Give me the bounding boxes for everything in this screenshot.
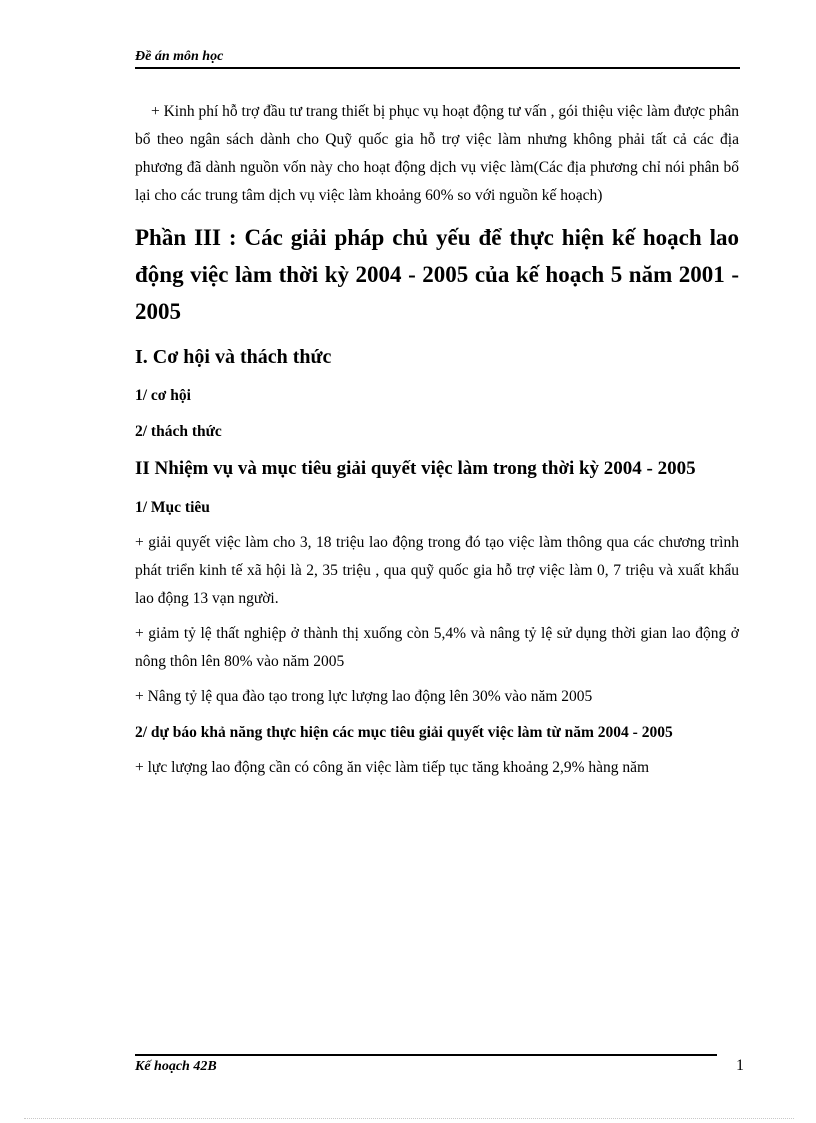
section-heading-tasks: II Nhiệm vụ và mục tiêu giải quyết việc làm trong thời kỳ 2004 - 2005 xyxy=(135,458,696,479)
page-number: 1 xyxy=(736,1057,744,1074)
subheading-challenges: 2/ thách thức xyxy=(135,423,222,440)
page-bottom-edge xyxy=(24,1118,794,1119)
footer-rule xyxy=(135,1054,717,1056)
page-header: Đề án môn học xyxy=(135,49,740,69)
section-heading-opportunities: I. Cơ hội và thách thức xyxy=(135,346,332,368)
target-paragraph-3: + Nâng tỷ lệ qua đào tạo trong lực lượng lao động lên 30% vào năm 2005 xyxy=(135,688,593,705)
target-paragraph-2: + giảm tỷ lệ thất nghiệp ở thành thị xuống còn 5,4% và nâng tỷ lệ sử dụng thời gian lao động ở nông thôn lên 80% vào năm 2005 xyxy=(135,625,739,670)
intro-paragraph: + Kinh phí hỗ trợ đầu tư trang thiết bị phục vụ hoạt động tư vấn , gói thiệu việc làm được phân bổ theo ngân sách dành cho Quỹ quốc gia hỗ trợ việc làm nhưng không phải tất cả các địa phương đã dành nguồn vốn này cho hoạt động dịch vụ việc làm(Các địa phương chỉ nói phân bổ lại cho các trung tâm dịch vụ việc làm khoảng 60% so với nguồn kế hoạch) xyxy=(135,103,739,204)
footer-label: Kế hoạch 42B xyxy=(135,1059,217,1074)
part-heading: Phần III : Các giải pháp chủ yếu để thực hiện kế hoạch lao động việc làm thời kỳ 2004 - 2005 của kế hoạch 5 năm 2001 - 2005 xyxy=(135,225,739,324)
subheading-forecast: 2/ dự báo khả năng thực hiện các mục tiêu giải quyết việc làm từ năm 2004 - 2005 xyxy=(135,724,673,741)
subheading-opportunities: 1/ cơ hội xyxy=(135,387,191,404)
document-body xyxy=(135,98,739,782)
subheading-targets: 1/ Mục tiêu xyxy=(135,499,210,516)
target-paragraph-1: + giải quyết việc làm cho 3, 18 triệu lao động trong đó tạo việc làm thông qua các chương trình phát triển kinh tế xã hội là 2, 35 triệu , qua quỹ quốc gia hỗ trợ việc làm 0, 7 triệu và xuất khẩu lao động 13 vạn người. xyxy=(135,534,739,607)
forecast-paragraph: + lực lượng lao động cần có công ăn việc làm tiếp tục tăng khoảng 2,9% hàng năm xyxy=(135,759,650,776)
